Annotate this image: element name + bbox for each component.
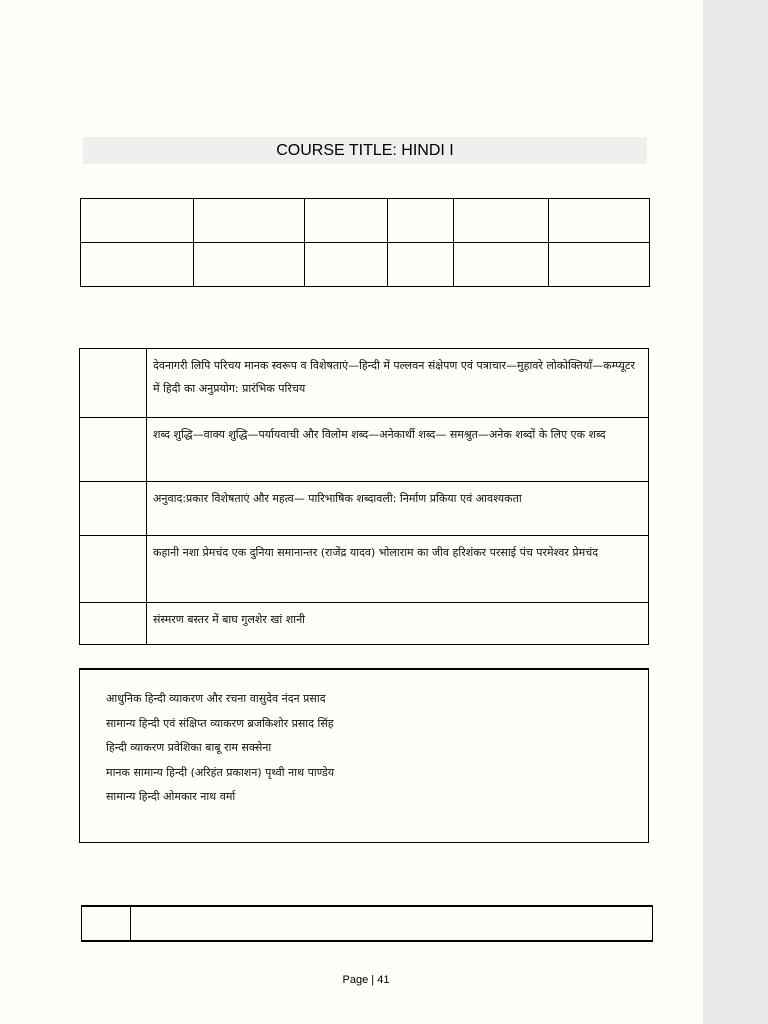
unit-content: शब्द शुद्धि—वाक्य शुद्धि—पर्यायवाची और विलोम शब्द—अनेकार्थी शब्द— समश्रुत—अनेक शब्दों के लिए एक शब्द [147,418,649,482]
reference-item: मानक सामान्य हिन्दी (अरिहंत प्रकाशन) पृथ्वी नाथ पाण्डेय [106,765,335,779]
unit-row [80,536,649,603]
reference-item: सामान्य हिन्दी ओमकार नाथ वर्मा [106,790,236,803]
references-row [80,669,649,843]
grid-row [81,243,650,287]
footer-table [81,905,653,942]
unit-row [80,349,649,418]
unit-row [80,418,649,482]
reference-item: सामान्य हिन्दी एवं संक्षिप्त व्याकरण ब्रजकिशोर प्रसाद सिंह [106,716,334,730]
grid-cell [454,243,549,287]
unit-content: अनुवाद:प्रकार विशेषताएं और महत्व— पारिभाषिक शब्दावली: निर्माण प्रकिया एवं आवश्यकता [147,482,649,536]
unit-content: संस्मरण बस्तर में बाघ गुलशेर खां शानी [147,603,649,645]
grid-cell [305,243,388,287]
unit-number-cell [80,482,147,536]
unit-number-cell [80,603,147,645]
unit-row [80,603,649,645]
references-table [79,668,649,843]
grid-row [81,199,650,243]
grid-cell [388,243,454,287]
footer-table-cell [131,906,653,941]
references-cell [80,669,649,843]
grid-cell [194,199,305,243]
course-title: COURSE TITLE: HINDI I [83,137,647,164]
unit-number-cell [80,418,147,482]
grid-cell [194,243,305,287]
grid-cell [549,199,650,243]
grid-cell [388,199,454,243]
grid-cell [81,243,194,287]
grid-cell [81,199,194,243]
course-info-grid [80,198,650,287]
grid-cell [549,243,650,287]
units-table [79,348,649,645]
footer-table-cell [82,906,131,941]
unit-content: देवनागरी लिपि परिचय मानक स्वरूप व विशेषताएं—हिन्दी में पल्लवन संक्षेपण एवं पत्राचार—मुहावरे लोकोक्तियाँ—कम्प्यूटर में हिदी का अनुप्रयोग: प्रारंभिक परिचय [147,349,649,418]
grid-cell [454,199,549,243]
unit-number-cell [80,349,147,418]
grid-cell [305,199,388,243]
unit-row [80,482,649,536]
reference-item: हिन्दी व्याकरण प्रवेशिका बाबू राम सक्सेना [106,741,272,754]
reference-item: आधुनिक हिन्दी व्याकरण और रचना वासुदेव नंदन प्रसाद [106,692,326,705]
unit-number-cell [80,536,147,603]
footer-table-row [82,906,653,941]
page-number: Page | 41 [342,974,390,986]
unit-content: कहानी नशा प्रेमचंद एक दुनिया समानान्तर (राजेंद्र यादव) भोलाराम का जीव हरिशंकर परसाई पंच परमेश्वर प्रेमचंद [147,536,649,603]
